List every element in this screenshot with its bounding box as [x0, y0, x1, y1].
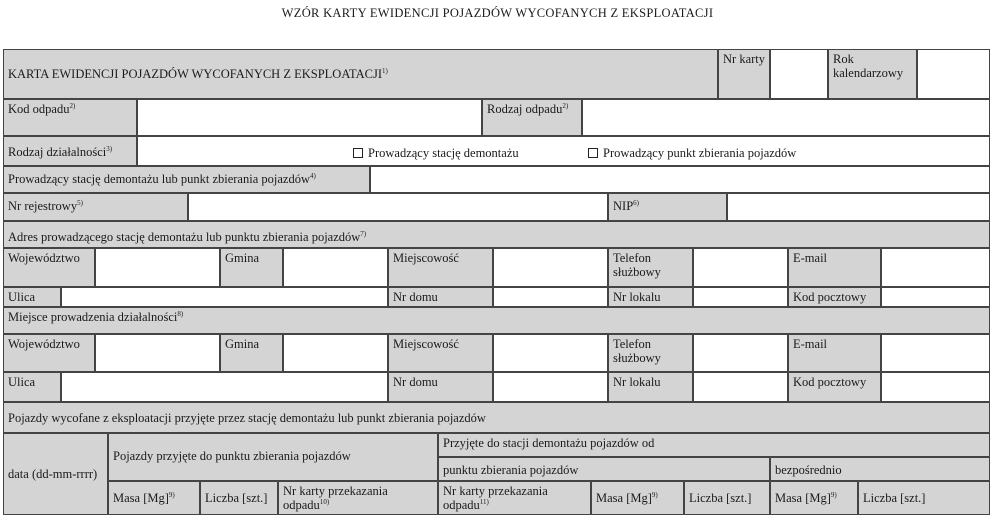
address1-ulica-label: Ulica: [3, 287, 61, 307]
address1-miejscowosc-field[interactable]: [493, 248, 608, 287]
address1-nr-lokalu-field[interactable]: [693, 287, 788, 307]
address1-email-field[interactable]: [881, 248, 990, 287]
card-title: KARTA EWIDENCJI POJAZDÓW WYCOFANYCH Z EKSPLOATACJI$^{1)}$: [3, 49, 718, 99]
col-masa-bezp: Masa $[Mg]^{9)}$: [770, 481, 858, 515]
address1-wojewodztwo-field[interactable]: [95, 248, 220, 287]
nr-karty-label: Nr karty: [718, 49, 770, 99]
col-liczba-bezp: Liczba [szt.]: [858, 481, 990, 515]
nip-label: NIP$^{6)}$: [608, 193, 727, 221]
vehicles-heading: Pojazdy wycofane z eksploatacji przyjęte przez stację demontażu lub punkt zbierania pojazdów: [3, 402, 990, 433]
address2-gmina-field[interactable]: [283, 334, 388, 372]
prowadzacy-label: Prowadzący stację demontażu lub punkt zbierania pojazdów$^{4)}$: [3, 166, 370, 193]
address1-nr-domu-field[interactable]: [493, 287, 608, 307]
address1-telefon-label: Telefon służbowy: [608, 248, 693, 287]
address2-nr-domu-field[interactable]: [493, 372, 608, 402]
rodzaj-dzialalnosci-options: [137, 136, 990, 166]
address2-nr-domu-label: Nr domu: [388, 372, 493, 402]
address1-ulica-field[interactable]: [61, 287, 388, 307]
col-data: data (dd-mm-rrrr): [3, 433, 108, 515]
rodzaj-dzialalnosci-label: Rodzaj działalności$^{3)}$: [3, 136, 137, 166]
col-group-stacja: Przyjęte do stacji demontażu pojazdów od: [438, 433, 990, 457]
address1-kod-pocztowy-field[interactable]: [881, 287, 990, 307]
checkbox-icon[interactable]: [588, 148, 598, 158]
address1-nr-domu-label: Nr domu: [388, 287, 493, 307]
address2-ulica-field[interactable]: [61, 372, 388, 402]
option-stacja-demontazu[interactable]: Prowadzący stację demontażu: [353, 146, 519, 161]
col-masa-punkt: Masa $[Mg]^{9)}$: [108, 481, 200, 515]
address1-gmina-field[interactable]: [283, 248, 388, 287]
col-nr-karty-punkt: Nr karty przekazania odpadu$^{10)}$: [278, 481, 438, 515]
col-nr-karty-stacja: Nr karty przekazania odpadu$^{11)}$: [438, 481, 591, 515]
nr-rejestrowy-field[interactable]: [188, 193, 608, 221]
rok-field[interactable]: [917, 49, 990, 99]
address2-miejscowosc-field[interactable]: [493, 334, 608, 372]
nip-field[interactable]: [727, 193, 990, 221]
address2-miejscowosc-label: Miejscowość: [388, 334, 493, 372]
address2-gmina-label: Gmina: [220, 334, 283, 372]
col-masa-stacja: Masa $[Mg]^{9)}$: [591, 481, 684, 515]
address2-nr-lokalu-field[interactable]: [693, 372, 788, 402]
rodzaj-odpadu-field[interactable]: [582, 99, 990, 136]
col-sub-punkt: punktu zbierania pojazdów: [438, 457, 770, 481]
checkbox-icon[interactable]: [353, 148, 363, 158]
address2-heading: Miejsce prowadzenia działalności$^{8)}$: [3, 307, 990, 334]
prowadzacy-field[interactable]: [370, 166, 990, 193]
address1-wojewodztwo-label: Województwo: [3, 248, 95, 287]
address2-nr-lokalu-label: Nr lokalu: [608, 372, 693, 402]
rok-label: Rok kalendarzowy: [828, 49, 917, 99]
address2-email-label: E-mail: [788, 334, 881, 372]
nr-rejestrowy-label: Nr rejestrowy$^{5)}$: [3, 193, 188, 221]
address2-wojewodztwo-field[interactable]: [95, 334, 220, 372]
option-punkt-zbierania[interactable]: Prowadzący punkt zbierania pojazdów: [588, 146, 796, 161]
address1-gmina-label: Gmina: [220, 248, 283, 287]
col-group-punkt: Pojazdy przyjęte do punktu zbierania pojazdów: [108, 433, 438, 481]
col-liczba-punkt: Liczba [szt.]: [200, 481, 278, 515]
address2-kod-pocztowy-field[interactable]: [881, 372, 990, 402]
document-title: WZÓR KARTY EWIDENCJI POJAZDÓW WYCOFANYCH Z EKSPLOATACJI: [281, 6, 714, 20]
address2-wojewodztwo-label: Województwo: [3, 334, 95, 372]
address1-email-label: E-mail: [788, 248, 881, 287]
address1-nr-lokalu-label: Nr lokalu: [608, 287, 693, 307]
kod-odpadu-label: Kod odpadu$^{2)}$: [3, 99, 137, 136]
address1-heading: Adres prowadzącego stację demontażu lub punktu zbierania pojazdów$^{7)}$: [3, 221, 990, 248]
kod-odpadu-field[interactable]: [137, 99, 482, 136]
nr-karty-field[interactable]: [770, 49, 828, 99]
rodzaj-odpadu-label: Rodzaj odpadu$^{2)}$: [482, 99, 582, 136]
address1-telefon-field[interactable]: [693, 248, 788, 287]
address2-telefon-field[interactable]: [693, 334, 788, 372]
address2-kod-pocztowy-label: Kod pocztowy: [788, 372, 881, 402]
address2-ulica-label: Ulica: [3, 372, 61, 402]
address2-email-field[interactable]: [881, 334, 990, 372]
address2-telefon-label: Telefon służbowy: [608, 334, 693, 372]
address1-kod-pocztowy-label: Kod pocztowy: [788, 287, 881, 307]
col-liczba-stacja: Liczba [szt.]: [684, 481, 770, 515]
col-sub-bezposrednio: bezpośrednio: [770, 457, 990, 481]
address1-miejscowosc-label: Miejscowość: [388, 248, 493, 287]
